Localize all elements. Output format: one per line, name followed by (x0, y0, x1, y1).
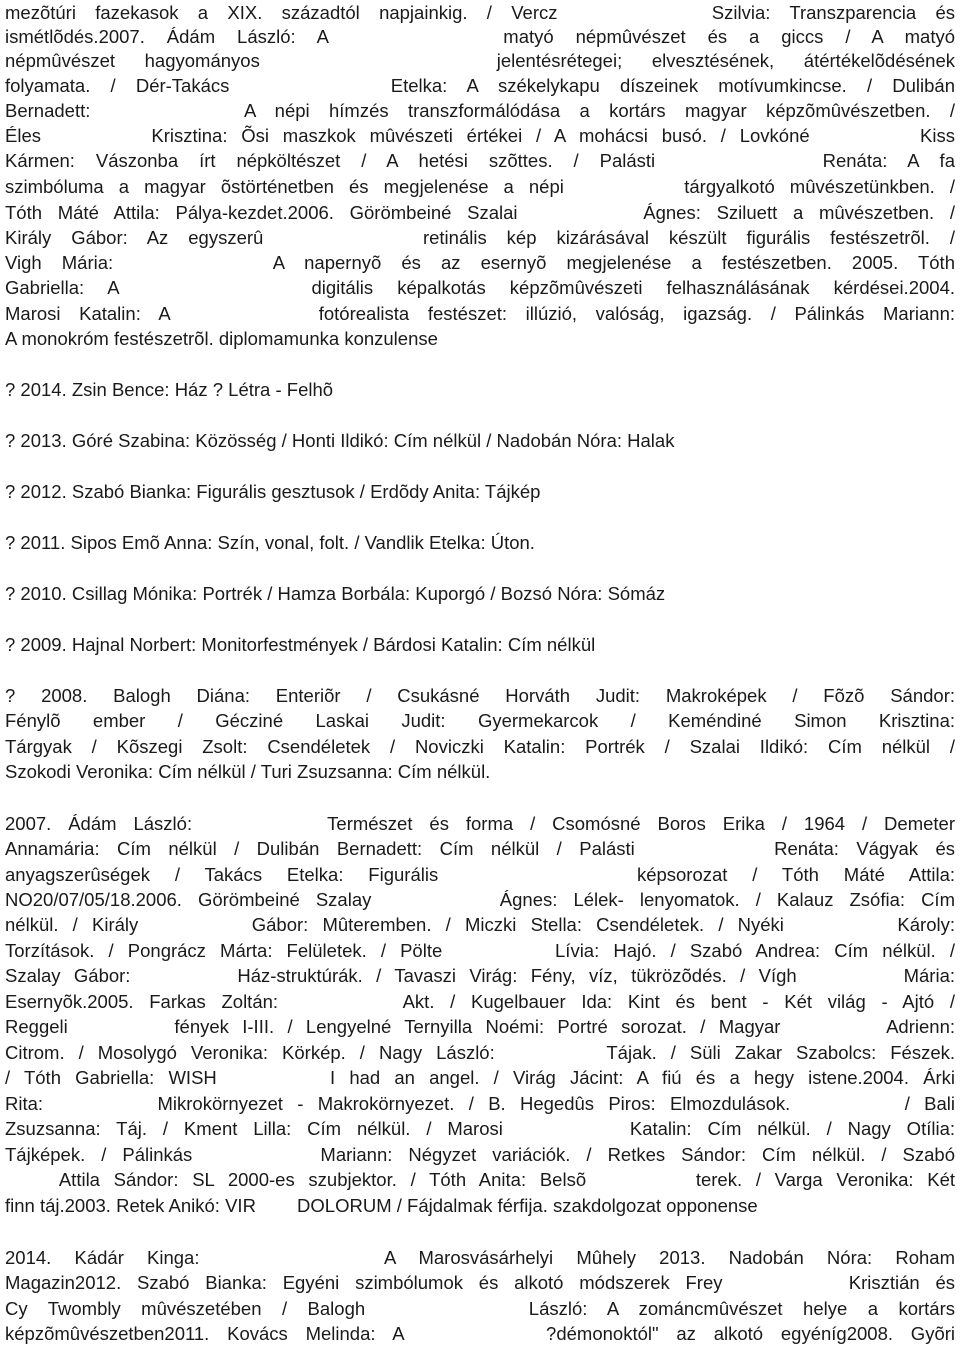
text-line: 2014. Kádár Kinga: A Marosvásárhelyi Mûhely 2013. Nadobán Nóra: Roham (5, 1247, 955, 1268)
text-line: Annamária: Cím nélkül / Dulibán Bernadett: Cím nélkül / Palásti Renáta: Vágyak és (5, 838, 955, 859)
text-line: Magazin2012. Szabó Bianka: Egyéni szimbólumok és alkotó módszerek Frey Krisztián és (5, 1272, 955, 1293)
text-line: képzõmûvészetben2011. Kovács Melinda: A ?démonoktól" az alkotó egyéníg2008. Gyõri (5, 1323, 955, 1344)
text-line: Cy Twombly mûvészetében / Balogh László: A zománcmûvészet helye a kortárs (5, 1298, 955, 1319)
text-line: Tájképek. / Pálinkás Mariann: Négyzet variációk. / Retkes Sándor: Cím nélkül. / Szabó (5, 1144, 955, 1165)
text-line: Rita: Mikrokörnyezet - Makrokörnyezet. / B. Hegedûs Piros: Elmozdulások. / Bali (5, 1093, 955, 1114)
list-item: ? 2013. Góré Szabina: Közösség / Honti Ildikó: Cím nélkül / Nadobán Nóra: Halak (5, 430, 675, 451)
text-line: Vigh Mária: A napernyõ és az esernyõ megjelenése a festészetben. 2005. Tóth (5, 252, 955, 273)
text-line: Attila Sándor: SL 2000-es szubjektor. / Tóth Anita: Belsõ terek. / Varga Veronika: Két (5, 1169, 955, 1190)
text-line: Tóth Máté Attila: Pálya-kezdet.2006. Görömbeiné Szalai Ágnes: Sziluett a mûvészetben. / (5, 202, 955, 223)
text-line: 2007. Ádám László: Természet és forma / Csomósné Boros Erika / 1964 / Demeter (5, 813, 955, 834)
text-line: Citrom. / Mosolygó Veronika: Körkép. / Nagy László: Tájak. / Süli Zakar Szabolcs: Fészek. (5, 1042, 955, 1063)
text-line: Torzítások. / Pongrácz Márta: Felületek. / Pölte Lívia: Hajó. / Szabó Andrea: Cím nélkül. / (5, 940, 955, 961)
text-line: Szalay Gábor: Ház-struktúrák. / Tavaszi Virág: Fény, víz, tükrözõdés. / Vígh Mária: (5, 965, 955, 986)
text-line: Fénylõ ember / Gécziné Laskai Judit: Gyermekarcok / Keméndiné Simon Krisztina: (5, 710, 955, 731)
list-item: ? 2010. Csillag Mónika: Portrék / Hamza Borbála: Kuporgó / Bozsó Nóra: Sómáz (5, 583, 666, 604)
text-line: Marosi Katalin: A fotórealista festészet: illúzió, valóság, igazság. / Pálinkás Mariann: (5, 303, 955, 324)
text-line: Szokodi Veronika: Cím nélkül / Turi Zsuzsanna: Cím nélkül. (5, 761, 491, 782)
text-line: Kármen: Vászonba írt népköltészet / A hetési szõttes. / Palásti Renáta: A fa (5, 150, 955, 171)
text-line: szimbóluma a magyar õstörténetben és megjelenése a népi tárgyalkotó mûvészetünkben. / (5, 176, 955, 197)
text-line: ? 2008. Balogh Diána: Enteriõr / Csukásné Horváth Judit: Makroképek / Fõzõ Sándor: (5, 685, 955, 706)
list-item: ? 2012. Szabó Bianka: Figurális gesztusok / Erdõdy Anita: Tájkép (5, 481, 541, 502)
text-line: finn táj.2003. Retek Anikó: VIR DOLORUM / Fájdalmak férfija. szakdolgozat opponense (5, 1195, 758, 1216)
text-line: Zsuzsanna: Táj. / Kment Lilla: Cím nélkül. / Marosi Katalin: Cím nélkül. / Nagy Otília: (5, 1118, 955, 1139)
text-line: Király Gábor: Az egyszerû retinális kép kizárásával készült figurális festészetrõl. / (5, 227, 955, 248)
text-line: A monokróm festészetrõl. diplomamunka konzulense (5, 328, 438, 349)
text-line: Gabriella: A digitális képalkotás képzõmûvészeti felhasználásának kérdései.2004. (5, 277, 955, 298)
list-item: ? 2014. Zsin Bence: Ház ? Létra - Felhõ (5, 379, 334, 400)
text-line: népmûvészet hagyományos jelentésrétegei; elvesztésének, átértékelõdésének (5, 50, 955, 71)
text-line: Bernadett: A népi hímzés transzformálódása a kortárs magyar képzõmûvészetben. / (5, 100, 955, 121)
text-line: NO20/07/05/18.2006. Görömbeiné Szalay Ágnes: Lélek- lenyomatok. / Kalauz Zsófia: Cím (5, 889, 955, 910)
text-line: / Tóth Gabriella: WISH I had an angel. / Virág Jácint: A fiú és a hegy istene.2004. Árki (5, 1067, 955, 1088)
text-line: ismétlõdés.2007. Ádám László: A matyó népmûvészet és a giccs / A matyó (5, 26, 955, 47)
text-line: Éles Krisztina: Õsi maszkok mûvészeti értékei / A mohácsi busó. / Lovkóné Kiss (5, 125, 955, 146)
text-line: Esernyõk.2005. Farkas Zoltán: Akt. / Kugelbauer Ida: Kint és bent - Két világ - Ajtó / (5, 991, 955, 1012)
text-line: Tárgyak / Kõszegi Zsolt: Csendéletek / Noviczki Katalin: Portrék / Szalai Ildikó: Cím nélkül / (5, 736, 955, 757)
text-line: folyamata. / Dér-Takács Etelka: A székelykapu díszeinek motívumkincse. / Dulibán (5, 75, 955, 96)
list-item: ? 2009. Hajnal Norbert: Monitorfestmények / Bárdosi Katalin: Cím nélkül (5, 634, 596, 655)
list-item: ? 2011. Sipos Emõ Anna: Szín, vonal, folt. / Vandlik Etelka: Úton. (5, 532, 535, 553)
text-line: anyagszerûségek / Takács Etelka: Figurális képsorozat / Tóth Máté Attila: (5, 864, 955, 885)
text-line: mezõtúri fazekasok a XIX. századtól napjainkig. / Vercz Szilvia: Transzparencia és (5, 2, 955, 23)
text-line: nélkül. / Király Gábor: Mûteremben. / Miczki Stella: Csendéletek. / Nyéki Károly: (5, 914, 955, 935)
text-line: Reggeli fények I-III. / Lengyelné Ternyilla Noémi: Portré sorozat. / Magyar Adrienn: (5, 1016, 955, 1037)
